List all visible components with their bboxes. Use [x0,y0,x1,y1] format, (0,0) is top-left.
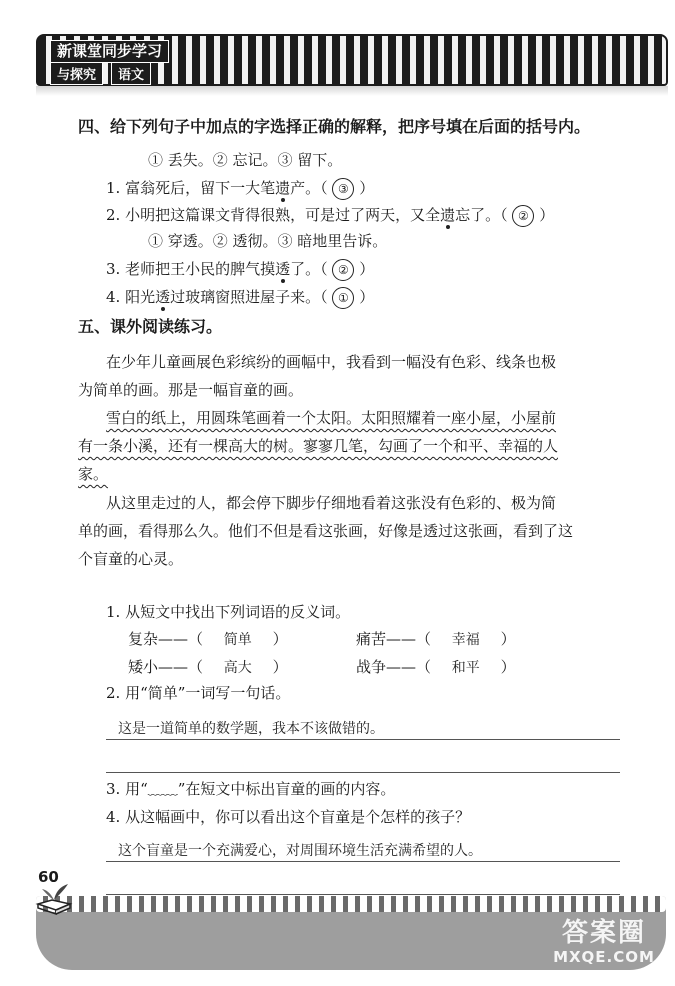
header-fade [36,86,668,96]
question-4-4 [106,287,374,309]
reading-question-3 [106,780,395,798]
antonym-row [128,658,288,677]
q-text: 3. 老师把王小民的脾气摸 [106,260,276,278]
dotted-char: 透 [155,288,171,306]
reading-question-4: 4. 从这幅画中，你可以看出这个盲童是个怎样的孩子？ [106,808,471,826]
page-header-banner [36,34,668,96]
reading-question-2: 2. 用“简单”一词写一句话。 [106,684,291,702]
subject-label: 语文 [111,62,151,85]
dotted-char: 透 [275,260,291,278]
q-text: 4. 阳光 [106,288,156,306]
answer-line [106,894,620,895]
question-4-3 [106,259,374,281]
section5-heading: 五、课外阅读练习。 [78,317,223,336]
footer-dashes [36,896,666,912]
antonym-word: 痛苦——（ [356,630,432,648]
bracket: ） [500,630,516,648]
answer-line [106,772,620,773]
antonym-row [356,658,516,677]
antonym-row [356,630,516,649]
q-text: 3. 用“ [106,780,148,798]
answer-circle: ② [332,259,354,281]
passage-line: 个盲童的心灵。 [78,550,184,568]
antonym-word: 复杂——（ [128,630,204,648]
passage-line-marked: 有一条小溪，还有一棵高大的树。寥寥几笔，勾画了一个和平、幸福的人 [78,437,559,455]
section4-heading: 四、给下列句子中加点的字选择正确的解释，把序号填在后面的括号内。 [78,117,591,136]
watermark-logo [540,918,668,980]
bracket: ） [500,658,516,676]
handwritten-answer: 这个盲童是一个充满爱心，对周围环境生活充满希望的人。 [118,843,482,859]
answer-line [106,861,620,862]
answer-line [106,739,620,740]
passage-line: 单的画，看得那么久。他们不但是看这张画，好像是透过这张画，看到了这 [78,522,574,540]
bracket: ） [359,288,375,306]
dotted-char: 遗 [275,179,291,197]
watermark-text: 答案圈 [561,918,646,948]
bracket: ） [359,260,375,278]
q-text: 忘了。（ [455,206,508,224]
antonym-answer: 和平 [451,660,480,676]
answer-circle: ① [332,287,354,309]
question-4-2 [106,205,554,227]
options-list-2: ① 穿透。② 透彻。③ 暗地里告诉。 [148,232,388,250]
q-text: 1. 富翁死后，留下一大笔 [106,179,276,197]
options-list-1: ① 丢失。② 忘记。③ 留下。 [148,151,343,169]
bracket: ） [359,179,375,197]
subtitle-part: 与探究 [50,62,103,85]
antonym-answer: 幸福 [451,632,480,648]
q-text: 2. 小明把这篇课文背得很熟，可是过了两天，又全 [106,206,441,224]
book-icon [34,880,74,916]
passage-line: 在少年儿童画展色彩缤纷的画幅中，我看到一幅没有色彩、线条也极 [106,353,557,371]
antonym-word: 战争——（ [356,658,432,676]
answer-circle: ② [512,205,534,227]
book-subtitle [50,62,151,85]
bracket: ） [539,206,555,224]
bracket: ） [272,658,288,676]
antonym-answer: 高大 [223,660,252,676]
passage-line: 从这里走过的人，都会停下脚步仔细地看着这张没有色彩的、极为简 [106,494,557,512]
page-number: 60 [38,868,59,886]
q-text: 了。（ [290,260,328,278]
watermark-url: MXQE.COM [553,948,655,966]
passage-line-marked: 雪白的纸上，用圆珠笔画着一个太阳。太阳照耀着一座小屋，小屋前 [106,409,557,427]
wavy-mark: ﹏﹏ [147,780,178,798]
reading-question-1: 1. 从短文中找出下列词语的反义词。 [106,603,351,621]
q-text: 过玻璃窗照进屋子来。（ [170,288,328,306]
handwritten-answer: 这是一道简单的数学题，我本不该做错的。 [118,721,384,737]
book-title: 新课堂同步学习 [50,40,169,63]
passage-line-marked: 家。 [78,465,109,483]
q-text: ”在短文中标出盲童的画的内容。 [177,780,396,798]
answer-circle: ③ [332,178,354,200]
q-text: 产。（ [290,179,328,197]
question-4-1 [106,178,374,200]
passage-line: 为简单的画。那是一幅盲童的画。 [78,381,304,399]
antonym-row [128,630,288,649]
bracket: ） [272,630,288,648]
antonym-word: 矮小——（ [128,658,204,676]
antonym-answer: 简单 [223,632,252,648]
dotted-char: 遗 [440,206,456,224]
